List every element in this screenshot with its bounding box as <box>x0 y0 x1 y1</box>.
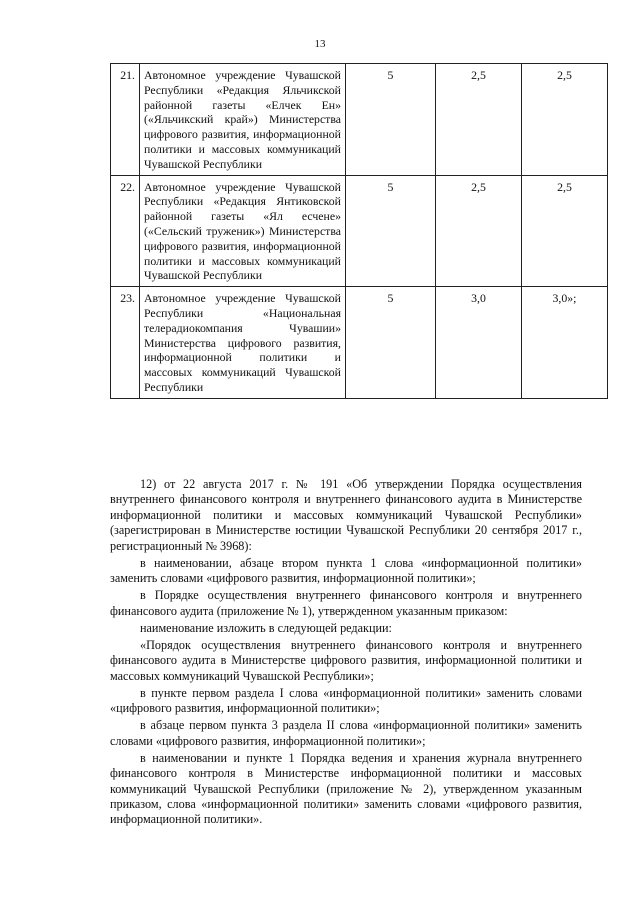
paragraph: 12) от 22 августа 2017 г. № 191 «Об утверждении Порядка осуществления внутреннего финансового контроля и внутреннего финансового аудита в Министерстве информационной политики и массовых коммуникаций Чувашской Республики» (зарегистрирован в Министерстве юстиции Чувашской Республики 20 сентября 2017 г., регистрационный № 3968): <box>110 477 582 553</box>
value-cell-1: 5 <box>346 64 436 176</box>
data-table <box>110 63 608 399</box>
table-row <box>111 175 608 287</box>
organization-name: Автономное учреждение Чувашской Республики «Редакция Янтиковской районной газеты «Ял есчене» («Сельский труженик») Министерства цифрового развития, информационной политики и массовых коммуникаций Чувашской Республики <box>140 175 346 287</box>
table-row <box>111 287 608 399</box>
paragraph: в пункте первом раздела I слова «информационной политики» заменить словами «цифрового развития, информационной политики»; <box>110 685 582 716</box>
value-cell-3: 3,0»; <box>522 287 608 399</box>
paragraph: наименование изложить в следующей редакции: <box>140 620 392 635</box>
paragraph: в абзаце первом пункта 3 раздела II слова «информационной политики» заменить словами «цифрового развития, информационной политики»; <box>110 718 582 748</box>
organization-name: Автономное учреждение Чувашской Республики «Редакция Яльчикской районной газеты «Елчек Ен» («Яльчикский край») Министерства цифрового развития, информационной политики и массовых коммуникаций Чувашской Республики <box>140 64 346 176</box>
paragraph: в наименовании, абзаце втором пункта 1 слова «информационной политики» заменить словами «цифрового развития, информационной политики»; <box>110 555 582 586</box>
value-cell-3: 2,5 <box>522 64 608 176</box>
value-cell-2: 3,0 <box>436 287 522 399</box>
organization-name: Автономное учреждение Чувашской Республики «Национальная телерадиокомпания Чувашии» Министерства цифрового развития, информационной политики и массовых коммуникаций Чувашской Республики <box>140 287 346 399</box>
value-cell-2: 2,5 <box>436 64 522 176</box>
value-cell-3: 2,5 <box>522 175 608 287</box>
value-cell-2: 2,5 <box>436 175 522 287</box>
paragraph: в Порядке осуществления внутреннего финансового контроля и внутреннего финансового аудита (приложение № 1), утвержденном указанным приказом: <box>110 588 582 618</box>
document-body <box>110 477 582 829</box>
value-cell-1: 5 <box>346 175 436 287</box>
value-cell-1: 5 <box>346 287 436 399</box>
paragraph: в наименовании и пункте 1 Порядка ведения и хранения журнала внутреннего финансового контроля в Министерстве информационной политики и массовых коммуникаций Чувашской Республики (приложение № 2), утвержденном указанным приказом, слова «информационной политики» заменить словами «цифрового развития, информационной политики». <box>110 750 582 827</box>
paragraph: «Порядок осуществления внутреннего финансового контроля и внутреннего финансового аудита в Министерстве цифрового развития, информационной политики и массовых коммуникаций Чувашской Республики»; <box>110 637 582 683</box>
row-number: 21. <box>111 64 140 176</box>
table-row <box>111 64 608 176</box>
row-number: 22. <box>111 175 140 287</box>
page-number: 13 <box>314 38 326 50</box>
row-number: 23. <box>111 287 140 399</box>
